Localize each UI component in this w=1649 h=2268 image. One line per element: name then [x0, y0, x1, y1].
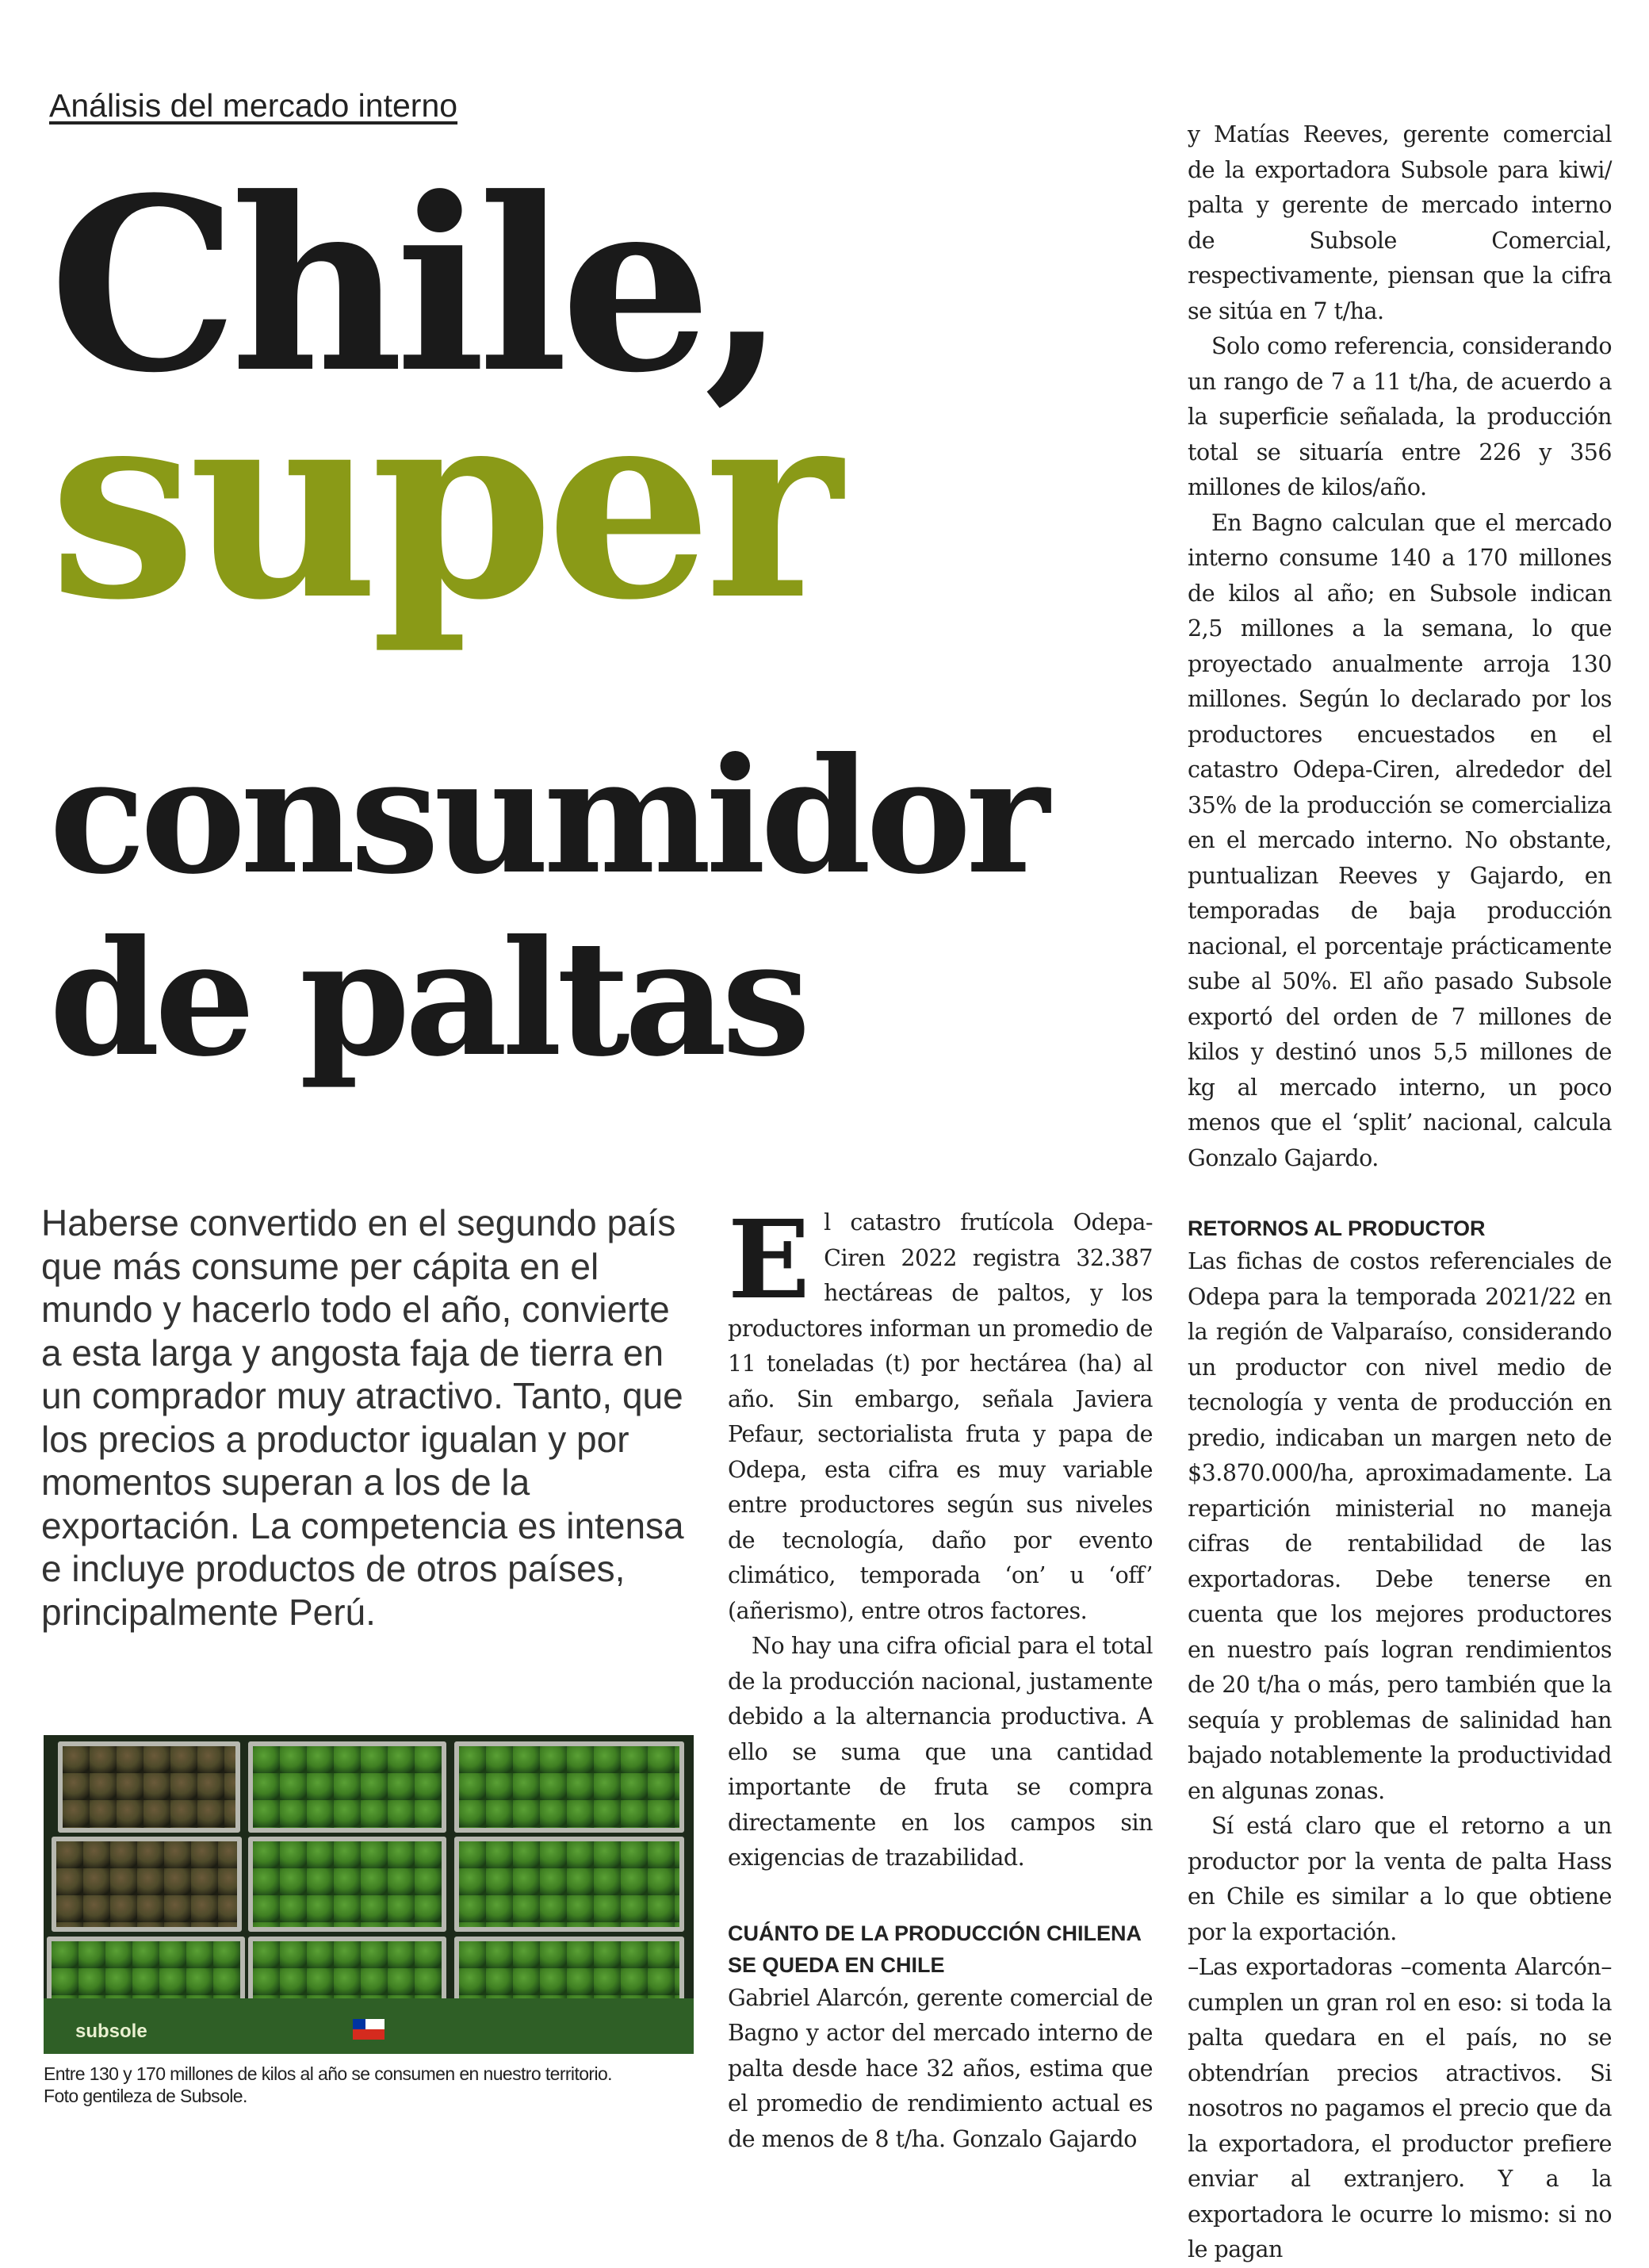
photo-crate — [454, 1937, 684, 2008]
photo-crate — [58, 1741, 240, 1833]
body-column-right — [1188, 117, 1612, 2268]
headline-line-3: consumidor — [49, 723, 1044, 910]
photo-crate — [52, 1837, 242, 1932]
caption-line-1: Entre 130 y 170 millones de kilos al año se consumen en nuestro territorio. — [44, 2063, 612, 2084]
subsole-logo: subsole — [75, 2021, 147, 2042]
body-paragraph — [728, 1197, 1153, 1629]
body-paragraph: Sí está claro que el retorno a un productor por la venta de palta Hass en Chile es similar a lo que obtiene por la exportación. — [1188, 1813, 1612, 1945]
photo-crate — [248, 1937, 446, 2008]
caption-line-2: Foto gentileza de Subsole. — [44, 2086, 247, 2106]
photo-crate — [47, 1937, 245, 2008]
paragraph-text: l catastro frutícola Odepa-Ciren 2022 registra 32.387 hectáreas de paltos, y los productores informan un promedio de 11 toneladas (t) por hectárea (ha) al año. Sin embargo, señala Javiera Pefaur, sectorialista fruta y papa de Odepa, esta cifra es muy variable entre productores según sus niveles de tecnología, daño por evento climático, temporada ‘on’ u ‘off’ (añerismo), entre otros factores. — [728, 1209, 1153, 1624]
lead-paragraph: Haberse convertido en el segundo país que más consume per cápita en el mundo y hacerlo todo el año, convierte a esta larga y angosta faja de tierra en un comprador muy atractivo. Tanto, que los precios a productor igualan y por momentos superan a los de la exportación. La competencia es intensa e incluye productos de otros países, principalmente Perú. — [41, 1202, 684, 1633]
body-paragraph: No hay una cifra oficial para el total de la producción nacional, justamente debido a la alternancia productiva. A ello se suma que una cantidad importante de fruta se compra directamente en los campos sin exigencias de trazabilidad. — [728, 1633, 1153, 1871]
section-subhead: RETORNOS AL PRODUCTOR — [1188, 1216, 1486, 1240]
headline-line-2: super — [49, 350, 835, 657]
body-paragraph: Solo como referencia, considerando un rango de 7 a 11 t/ha, de acuerdo a la superficie señalada, la producción total se situaría entre 226 y 356 millones de kilos/año. — [1188, 333, 1612, 500]
body-paragraph: Gabriel Alarcón, gerente comercial de Bagno y actor del mercado interno de palta desde hace 32 años, estima que el promedio de rendimiento actual es de menos de 8 t/ha. Gonzalo Gajardo — [728, 1984, 1153, 2152]
photo-caption — [44, 2063, 702, 2107]
body-paragraph: En Bagno calculan que el mercado interno consume 140 a 170 millones de kilos al año; en Subsole indican 2,5 millones a la semana, lo que proyectado anualmente arroja 130 millones. Según lo declarado por los productores encuestados en el catastro Odepa-Ciren, alrededor del 35% de la producción se comercializa en el mercado interno. No obstante, puntualizan Reeves y Gajardo, en temporadas de baja producción nacional, el porcentaje prácticamente sube al 50%. El año pasado Subsole exportó del orden de 7 millones de kilos y destinó unos 5,5 millones de kg al mercado interno, un poco menos que el ‘split’ nacional, calcula Gonzalo Gajardo. — [1188, 509, 1612, 1171]
drop-cap: E — [728, 1197, 810, 1324]
section-kicker: Análisis del mercado interno — [49, 87, 458, 124]
chile-flag-icon — [353, 2019, 385, 2040]
photo-crate — [248, 1741, 446, 1833]
headline-line-4: de paltas — [49, 906, 805, 1092]
section-subhead: CUÁNTO DE LA PRODUCCIÓN CHILENA SE QUEDA EN CHILE — [728, 1921, 1142, 1977]
body-paragraph: Las fichas de costos referenciales de Odepa para la temporada 2021/22 en la región de Valparaíso, considerando un productor con nivel medio de tecnología y venta de producción en predio, indicaban un margen neto de $3.870.000/ha, aproximadamente. La repartición ministerial no maneja cifras de rentabilidad de las exportadoras. Debe tenerse en cuenta que los mejores productores en nuestro país logran rendimientos de 20 t/ha o más, pero también que la sequía y problemas de salinidad han bajado notablemente la productividad en algunas zonas. — [1188, 1248, 1612, 1804]
body-paragraph: y Matías Reeves, gerente comercial de la exportadora Subsole para kiwi/ palta y gerente de mercado interno de Subsole Comercial, respectivamente, piensan que la cifra se sitúa en 7 t/ha. — [1188, 121, 1612, 324]
photo-crate — [454, 1741, 684, 1833]
avocado-crates-photo — [44, 1735, 694, 2054]
photo-crate — [454, 1837, 684, 1932]
body-paragraph: –Las exportadoras –comenta Alarcón– cumplen un gran rol en eso: si toda la palta quedara en el país, no se obtendrían precios atractivos. Si nosotros no pagamos el precio que da la exportadora, el productor prefiere enviar al extranjero. Y a la exportadora le ocurre lo mismo: si no le pagan — [1188, 1954, 1612, 2262]
headline-line-1: Chile, — [49, 145, 779, 425]
body-column-middle — [728, 1197, 1153, 2157]
photo-crate — [248, 1837, 446, 1932]
